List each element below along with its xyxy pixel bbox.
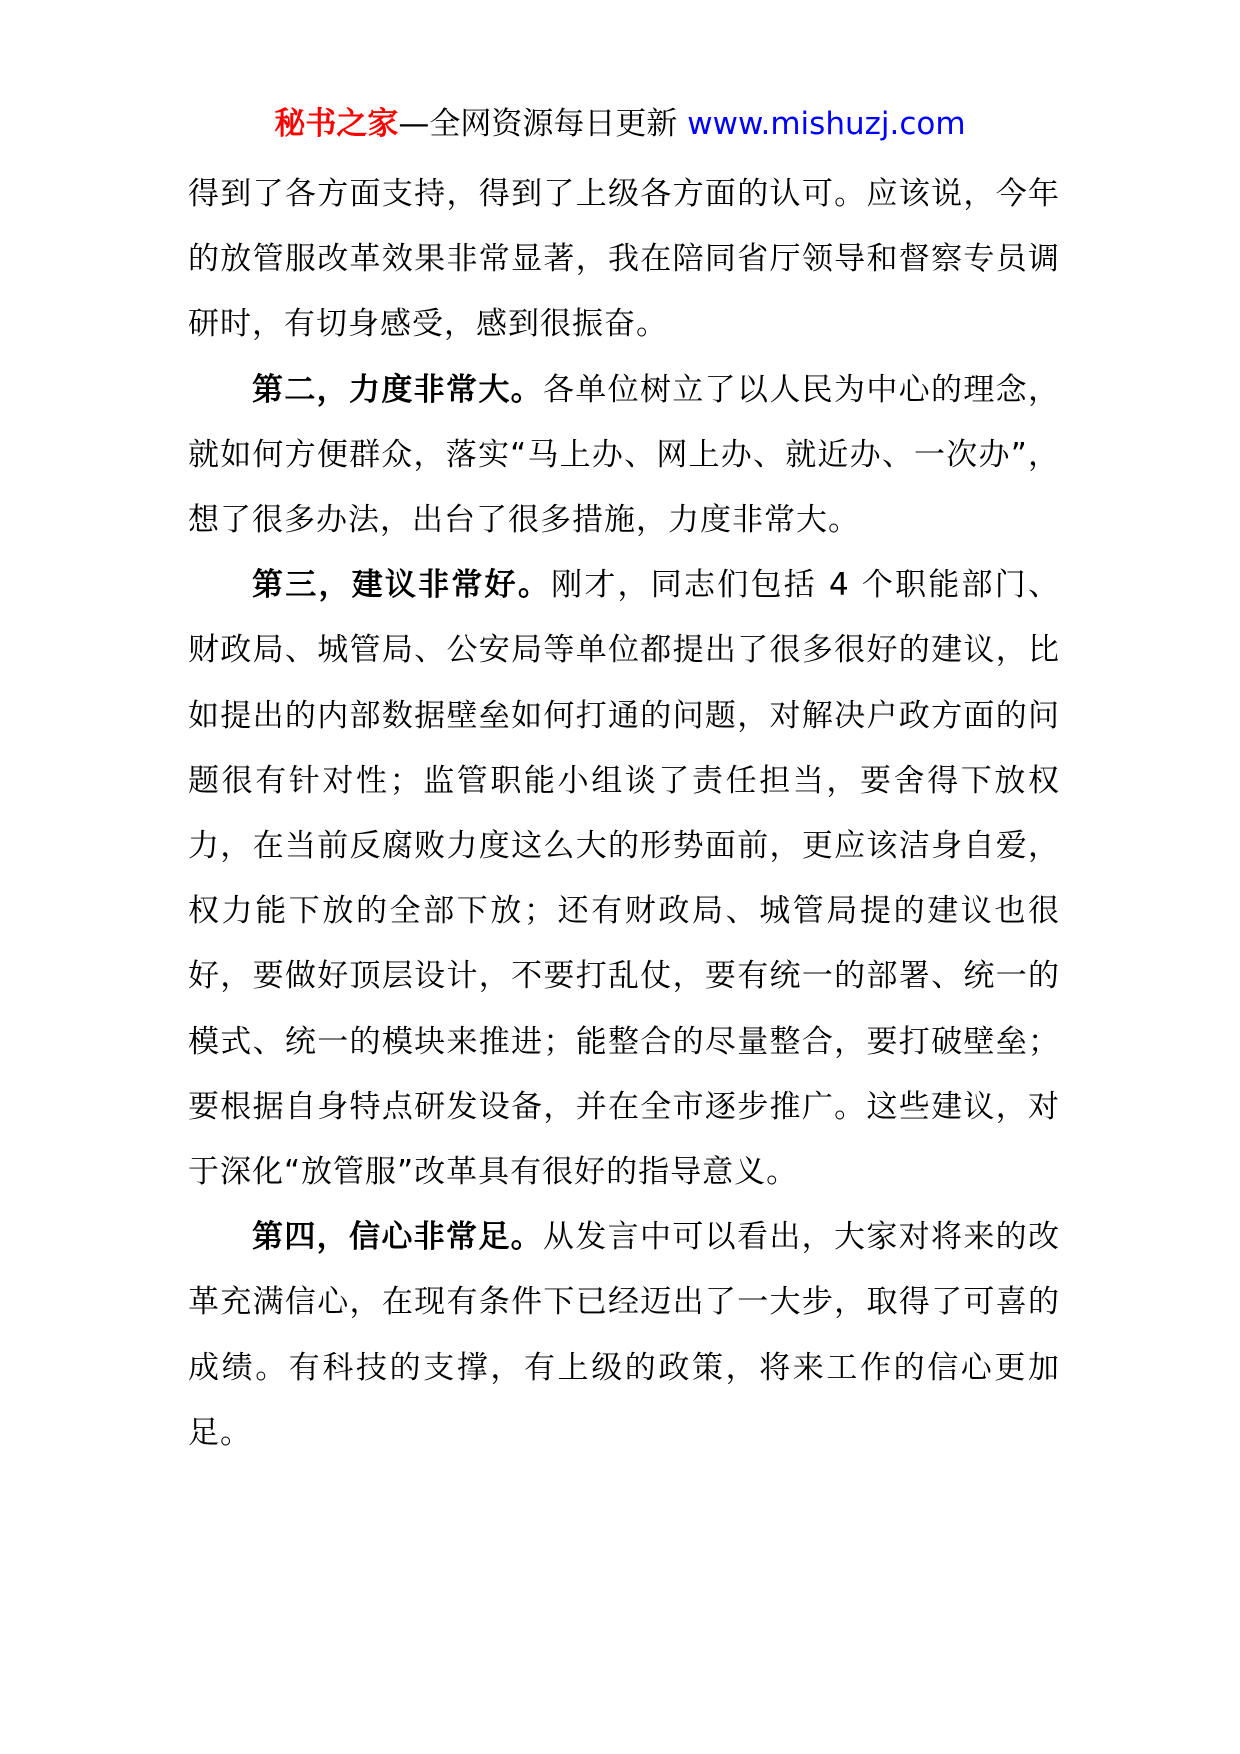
paragraph-text: 从发言中可以看出，大家对将来的改革充满信心，在现有条件下已经迈出了一大步，取得了可喜的成绩。有科技的支撑，有上级的政策，将来工作的信心更加足。 — [188, 1219, 1060, 1451]
paragraph-heading: 第四，信心非常足。 — [252, 1219, 543, 1256]
paragraph-text: 各单位树立了以人民为中心的理念，就如何方便群众，落实“马上办、网上办、就近办、一次办”，想了很多办法，出台了很多措施，力度非常大。 — [188, 371, 1060, 539]
paragraph-fourth-point — [188, 1205, 1060, 1466]
site-url-link[interactable]: www.mishuzj.com — [687, 106, 966, 142]
paragraph-text: 得到了各方面支持，得到了上级各方面的认可。应该说，今年的放管服改革效果非常显著，我在陪同省厅领导和督察专员调研时，有切身感受，感到很振奋。 — [188, 176, 1060, 343]
site-tagline: —全网资源每日更新 — [398, 106, 678, 142]
paragraph-heading: 第三，建议非常好。 — [252, 567, 552, 604]
document-body — [188, 162, 1060, 1466]
paragraph-third-point — [188, 553, 1060, 1205]
paragraph-second-point — [188, 358, 1060, 554]
paragraph-heading: 第二，力度非常大。 — [252, 371, 543, 408]
paragraph-text: 刚才，同志们包括 4 个职能部门、财政局、城管局、公安局等单位都提出了很多很好的建议，比如提出的内部数据壁垒如何打通的问题，对解决户政方面的问题很有针对性；监管职能小组谈了责任担当，要舍得下放权力，在当前反腐败力度这么大的形势面前，更应该洁身自爱，权力能下放的全部下放；还有财政局、城管局提的建议也很好，要做好顶层设计，不要打乱仗，要有统一的部署、统一的模式、统一的模块来推进；能整合的尽量整合，要打破壁垒；要根据自身特点研发设备，并在全市逐步推广。这些建议，对于深化“放管服”改革具有很好的指导意义。 — [188, 567, 1060, 1191]
site-header — [0, 104, 1240, 144]
site-brand: 秘书之家 — [274, 106, 399, 142]
paragraph-continuation — [188, 162, 1060, 358]
